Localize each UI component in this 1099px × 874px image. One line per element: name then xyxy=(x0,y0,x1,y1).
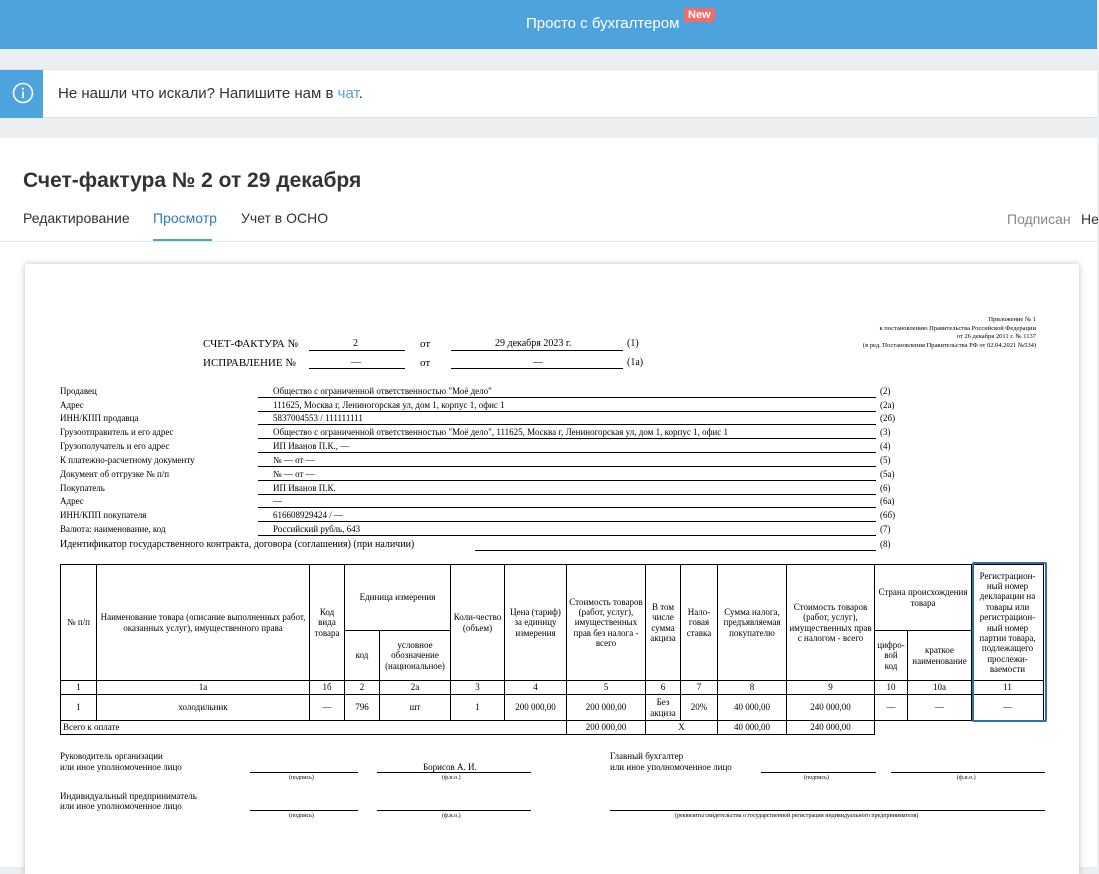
info-text xyxy=(58,85,363,102)
column-number: 6 xyxy=(646,681,681,695)
th-num: № п/п xyxy=(61,565,97,681)
column-number: 1 xyxy=(61,681,97,695)
appendix-note xyxy=(863,316,1036,350)
field-value: ИП Иванов П.К., — xyxy=(273,441,350,451)
field-line xyxy=(258,535,876,536)
page-title: Счет-фактура № 2 от 29 декабря xyxy=(23,169,362,192)
field-line xyxy=(258,521,876,522)
table-cell: холодильник xyxy=(97,695,310,721)
th-cost-with-tax: Стоимость товаров (работ, услуг), имущественных прав с налогом - всего xyxy=(787,565,875,681)
field-code: (2а) xyxy=(880,400,895,410)
correction-number-line xyxy=(309,368,405,369)
field-code: (5а) xyxy=(880,469,895,479)
field-label: Валюта: наименование, код xyxy=(60,524,166,534)
th-name: Наименование товара (описание выполненных работ, оказанных услуг), имущественного права xyxy=(97,565,310,681)
table-cell: 1 xyxy=(61,695,97,721)
invoice-sheet xyxy=(25,264,1079,874)
total-cost-no-tax: 200 000,00 xyxy=(567,721,646,735)
field-value: № — от — xyxy=(273,469,315,479)
field-label: ИНН/КПП продавца xyxy=(60,413,139,423)
appendix-line: от 26 декабря 2011 г. № 1137 xyxy=(956,333,1036,340)
table-cell: — xyxy=(972,695,1044,721)
field-code: (7) xyxy=(880,524,891,534)
total-row xyxy=(61,721,1044,735)
info-tail: . xyxy=(358,85,363,102)
field-line xyxy=(258,438,876,439)
field-code: (3) xyxy=(880,427,891,437)
table-cell: 20% xyxy=(681,695,718,721)
ot-label: от xyxy=(420,338,431,350)
table-cell: шт xyxy=(380,695,451,721)
field-line xyxy=(258,480,876,481)
ip-sign-caption: (подпись) xyxy=(289,813,314,819)
accountant-label: Главный бухгалтер xyxy=(610,751,684,761)
column-numbers-row xyxy=(61,681,1044,695)
field-label: Документ об отгрузке № п/п xyxy=(60,469,170,479)
field-line xyxy=(258,507,876,508)
field-code: (5) xyxy=(880,455,891,465)
th-type-code: Код вида товара xyxy=(310,565,345,681)
info-bar xyxy=(0,69,1097,118)
invoice-number: 2 xyxy=(353,338,358,349)
th-cost-no-tax: Стоимость товаров (работ, услуг), имущественных прав без налога - всего xyxy=(567,565,646,681)
column-number: 2 xyxy=(345,681,380,695)
head-label-2: или иное уполномоченное лицо xyxy=(60,762,182,772)
th-reg-number: Регистрацион-ный номер декларации на товары или регистрацион-ный номер партии товара, подлежащего прослежи-ваемости xyxy=(972,565,1044,681)
column-number: 11 xyxy=(972,681,1044,695)
correction-date: — xyxy=(533,357,543,368)
field-label: Покупатель xyxy=(60,483,105,493)
tab-view[interactable]: Просмотр xyxy=(153,210,217,226)
field-code: (4) xyxy=(880,441,891,451)
total-x: Х xyxy=(646,721,718,735)
number-line xyxy=(309,350,405,351)
column-number: 5 xyxy=(567,681,646,695)
invoice-date: 29 декабря 2023 г. xyxy=(495,338,572,349)
head-fio-caption: (ф.и.о.) xyxy=(442,775,461,781)
column-number: 1б xyxy=(310,681,345,695)
table-cell: — xyxy=(875,695,908,721)
head-sign-caption: (подпись) xyxy=(289,775,314,781)
field-code: (2б) xyxy=(880,413,896,423)
ip-sign-line xyxy=(250,810,358,811)
column-number: 1а xyxy=(97,681,310,695)
code-1: (1) xyxy=(627,338,639,349)
total-tax: 40 000,00 xyxy=(718,721,787,735)
th-country: Страна происхождения товара xyxy=(875,565,972,631)
field-code: (6б) xyxy=(880,510,896,520)
reg-cert-caption: (реквизиты свидетельства о государственной регистрации индивидуального предпринимателя) xyxy=(675,813,919,819)
field-line xyxy=(258,411,876,412)
field-line xyxy=(258,494,876,495)
column-number: 7 xyxy=(681,681,718,695)
field-value: 5837004553 / 111111111 xyxy=(273,413,363,423)
ip-fio-caption: (ф.и.о.) xyxy=(442,813,461,819)
field-label: ИНН/КПП покупателя xyxy=(60,510,147,520)
field-code: (6а) xyxy=(880,496,895,506)
field-line xyxy=(258,397,876,398)
table-row xyxy=(61,695,1044,721)
correction-number: — xyxy=(351,357,361,368)
head-sign-line xyxy=(250,772,358,773)
column-number: 4 xyxy=(505,681,567,695)
appendix-line: (в ред. Постановления Правительства РФ от 02.04.2021 №534) xyxy=(862,341,1036,349)
accountant-sign-line xyxy=(761,772,876,773)
table-cell: 200 000,00 xyxy=(567,695,646,721)
correction-label: ИСПРАВЛЕНИЕ № xyxy=(203,357,296,369)
table-cell: 240 000,00 xyxy=(787,695,875,721)
table-cell: 796 xyxy=(345,695,380,721)
total-empty xyxy=(875,721,1044,735)
table-cell: 1 xyxy=(451,695,505,721)
ot-label-2: от xyxy=(420,357,431,369)
field-value: № — от — xyxy=(273,455,315,465)
field-label: Адрес xyxy=(60,496,84,506)
total-cost-with-tax: 240 000,00 xyxy=(787,721,875,735)
selected-column-highlight[interactable] xyxy=(972,562,1047,722)
head-name: Борисов А. И. xyxy=(423,762,477,772)
chat-link[interactable]: чат xyxy=(337,85,359,102)
th-country-code: цифро-вой код xyxy=(875,631,908,681)
field-value: 111625, Москва г, Лениногорская ул, дом 1, корпус 1, офис 1 xyxy=(273,400,505,410)
accountant-fio-caption: (ф.и.о.) xyxy=(957,775,976,781)
tab-edit[interactable]: Редактирование xyxy=(23,210,130,226)
field-value: Российский рубль, 643 xyxy=(273,524,361,534)
table-cell: 200 000,00 xyxy=(505,695,567,721)
field-line xyxy=(258,466,876,467)
status-truncated[interactable]: Не xyxy=(1081,211,1099,227)
appendix-line: Приложение № 1 xyxy=(988,316,1036,323)
info-icon xyxy=(12,82,34,104)
contract-label: Идентификатор государственного контракта, договора (соглашения) (при наличии) xyxy=(60,539,415,550)
table-cell: Без акциза xyxy=(646,695,681,721)
th-unit-name: условное обозначение (национальное) xyxy=(380,631,451,681)
contract-code: (8) xyxy=(880,539,891,549)
field-label: Адрес xyxy=(60,400,84,410)
ip-label: Индивидуальный предприниматель xyxy=(60,791,197,801)
reg-cert-line xyxy=(610,810,1045,811)
column-number: 10 xyxy=(875,681,908,695)
top-banner[interactable] xyxy=(0,0,1097,49)
field-value: 616608929424 / — xyxy=(273,510,344,520)
field-code: (2) xyxy=(880,386,891,396)
column-number: 10а xyxy=(908,681,972,695)
column-number: 2а xyxy=(380,681,451,695)
tab-osno[interactable]: Учет в ОСНО xyxy=(241,210,329,226)
field-label: К платежно-расчетному документу xyxy=(60,455,195,465)
column-number: 3 xyxy=(451,681,505,695)
field-code: (6) xyxy=(880,483,891,493)
table-cell: — xyxy=(908,695,972,721)
th-qty: Коли-чество (объем) xyxy=(451,565,505,681)
total-label: Всего к оплате xyxy=(61,721,567,735)
column-number: 9 xyxy=(787,681,875,695)
appendix-line: к постановлению Правительства Российской Федерации xyxy=(879,324,1036,332)
head-fio-line xyxy=(377,772,531,773)
correction-date-line xyxy=(451,368,623,369)
th-rate: Нало-говая ставка xyxy=(681,565,718,681)
field-label: Продавец xyxy=(60,386,97,396)
banner-title[interactable]: Просто с бухгалтером xyxy=(526,15,680,32)
th-unit: Единица измерения xyxy=(345,565,451,631)
field-line xyxy=(258,452,876,453)
document-page xyxy=(0,138,1097,867)
field-line xyxy=(258,424,876,425)
table-cell: — xyxy=(310,695,345,721)
column-number: 8 xyxy=(718,681,787,695)
goods-table xyxy=(60,564,1044,735)
th-excise: В том числе сумма акциза xyxy=(646,565,681,681)
table-cell: 40 000,00 xyxy=(718,695,787,721)
new-badge: New xyxy=(684,8,715,22)
head-label: Руководитель организации xyxy=(60,751,163,761)
th-unit-code: код xyxy=(345,631,380,681)
status-signed[interactable]: Подписан xyxy=(1007,211,1071,227)
field-value: — xyxy=(273,496,282,506)
th-country-name: краткое наименование xyxy=(908,631,972,681)
info-message: Не нашли что искали? Напишите нам в xyxy=(58,85,338,102)
code-1a: (1а) xyxy=(627,357,644,368)
field-value: Общество с ограниченной ответственностью "Моё дело" xyxy=(273,386,492,396)
invoice-label: СЧЕТ-ФАКТУРА № xyxy=(203,338,298,350)
field-label: Грузополучатель и его адрес xyxy=(60,441,170,451)
field-value: ИП Иванов П.К. xyxy=(273,483,336,493)
accountant-fio-line xyxy=(891,772,1045,773)
date-line xyxy=(451,350,623,351)
accountant-label-2: или иное уполномоченное лицо xyxy=(610,762,732,772)
th-tax: Сумма налога, предъявляемая покупателю xyxy=(718,565,787,681)
field-value: Общество с ограниченной ответственностью "Моё дело", 111625, Москва г, Лениногорская ул, дом 1, корпус 1, офис 1 xyxy=(273,427,728,437)
th-price: Цена (тариф) за единицу измерения xyxy=(505,565,567,681)
ip-fio-line xyxy=(377,810,531,811)
accountant-sign-caption: (подпись) xyxy=(804,775,829,781)
ip-label-2: или иное уполномоченное лицо xyxy=(60,801,182,811)
contract-line xyxy=(475,550,876,551)
tabs-divider xyxy=(0,241,1097,242)
field-label: Грузоотправитель и его адрес xyxy=(60,427,174,437)
info-icon-box xyxy=(0,70,43,118)
